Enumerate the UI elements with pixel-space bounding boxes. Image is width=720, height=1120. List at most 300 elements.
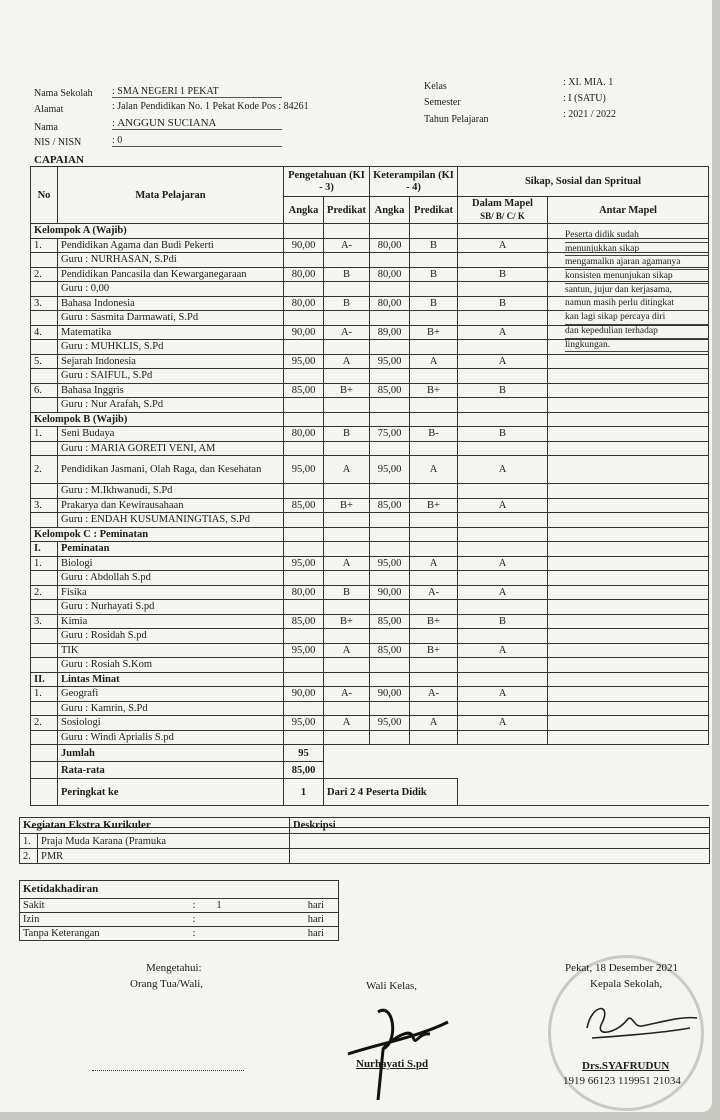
row-skill-pred [410,542,458,557]
row-attitude-outer [548,456,709,484]
row-subject: Fisika [58,585,284,600]
row-know-score [284,672,324,687]
row-attitude-outer [548,571,709,586]
empty-cell [324,412,370,427]
empty-cell [410,224,458,239]
row-attitude-inner [458,340,548,355]
col-attitude-header: Sikap, Sosial dan Spritual [458,167,709,197]
row-subject: Pendidikan Jasmani, Olah Raga, dan Kesehatan [58,456,284,484]
col-subject-header: Mata Pelajaran [58,167,284,224]
row-skill-pred [410,340,458,355]
student-name-value: : ANGGUN SUCIANA [112,117,282,130]
group-row [31,412,709,427]
row-subject: Prakarya dan Kewirausahaan [58,498,284,513]
row-subject: Seni Budaya [58,427,284,442]
empty-cell [284,224,324,239]
absence-table [19,880,339,941]
row-subject: Pendidikan Pancasila dan Kewarganegaraan [58,267,284,282]
row-know-pred [324,441,370,456]
table-row [31,441,709,456]
absence-unit: hari [270,913,339,927]
row-subject: Pendidikan Agama dan Budi Pekerti [58,238,284,253]
homeroom-name: Nurhayati S.pd [356,1058,429,1070]
rank-of: Dari 2 4 Peserta Didik [324,779,458,806]
extracurricular-table [19,817,710,864]
row-attitude-outer [548,412,709,427]
row-skill-pred [410,600,458,615]
row-skill-score: 95,00 [370,716,410,731]
row-subject: Guru : Rosidah S.pd [58,629,284,644]
row-attitude-inner: A [458,556,548,571]
empty-cell [410,412,458,427]
row-skill-pred: B- [410,427,458,442]
absence-sick-count: 1 [216,900,222,911]
row-no [31,730,58,745]
row-attitude-inner [458,398,548,413]
row-subject: Guru : Windi Aprialis S.pd [58,730,284,745]
row-know-score [284,398,324,413]
row-no [31,600,58,615]
row-know-pred: B [324,585,370,600]
row-attitude-outer [548,498,709,513]
table-row [31,658,709,673]
col-inner-label: Dalam Mapel [472,198,533,209]
row-no: 1. [31,556,58,571]
row-skill-pred [410,571,458,586]
attitude-desc-line: kan lagi sikap percaya diri [565,311,709,325]
row-know-pred: A- [324,325,370,340]
row-subject: Guru : M.Ikhwanudi, S.Pd [58,484,284,499]
row-know-score [284,253,324,268]
empty-cell [284,412,324,427]
row-skill-score [370,730,410,745]
row-attitude-inner [458,730,548,745]
capaian-title: CAPAIAN [34,154,84,166]
row-attitude-inner: A [458,354,548,369]
row-skill-score: 85,00 [370,643,410,658]
row-attitude-inner [458,369,548,384]
extra-name: Praja Muda Karana (Pramuka [38,834,290,849]
row-attitude-inner: B [458,614,548,629]
row-skill-pred: B+ [410,614,458,629]
row-skill-score: 80,00 [370,267,410,282]
extra-desc [290,834,710,849]
empty-cell [370,224,410,239]
row-attitude-outer [548,600,709,615]
row-no [31,340,58,355]
row-attitude-inner: A [458,687,548,702]
row-no [31,253,58,268]
row-attitude-inner [458,253,548,268]
row-know-pred [324,398,370,413]
attitude-desc-line: namun masih perlu ditingkat [565,297,709,311]
row-skill-pred: A- [410,687,458,702]
row-skill-score: 75,00 [370,427,410,442]
row-know-pred [324,672,370,687]
row-subject: Peminatan [58,542,284,557]
absence-unit: hari [270,927,339,941]
absence-permit-label: Izin [20,913,190,927]
row-subject: Guru : Rosiah S.Kom [58,658,284,673]
row-skill-pred: B+ [410,383,458,398]
row-know-score [284,441,324,456]
row-attitude-inner [458,513,548,528]
row-attitude-inner: B [458,267,548,282]
row-know-pred [324,730,370,745]
row-know-pred [324,629,370,644]
row-attitude-outer [548,556,709,571]
row-attitude-outer [548,513,709,528]
table-row [31,484,709,499]
row-no [31,484,58,499]
table-row [31,629,709,644]
attitude-desc-line: konsisten menunjukan sikap [565,270,709,284]
row-no [31,629,58,644]
row-know-score: 80,00 [284,427,324,442]
row-know-pred [324,542,370,557]
class-value: : XI. MIA. 1 [563,77,614,88]
row-know-pred [324,369,370,384]
row-attitude-inner [458,282,548,297]
row-attitude-inner: A [458,716,548,731]
year-label: Tahun Pelajaran [424,114,489,125]
row-skill-score [370,484,410,499]
row-subject: Guru : Nurhayati S.pd [58,600,284,615]
group-title: Kelompok B (Wajib) [31,412,284,427]
row-skill-pred [410,629,458,644]
parent-title: Orang Tua/Wali, [130,978,204,990]
row-know-pred [324,253,370,268]
empty-cell [458,224,548,239]
row-no: II. [31,672,58,687]
row-no: 1. [31,427,58,442]
table-row [31,687,709,702]
row-know-score [284,340,324,355]
row-no: 1. [31,238,58,253]
row-know-pred: B+ [324,498,370,513]
row-skill-pred: B [410,238,458,253]
row-attitude-outer [548,687,709,702]
nis-label: NIS / NISN [34,137,82,148]
row-skill-pred [410,369,458,384]
row-subject: Guru : MUHKLIS, S.Pd [58,340,284,355]
row-know-pred: A [324,354,370,369]
row-attitude-outer [548,643,709,658]
row-no: 1. [31,687,58,702]
col-knowledge-header: Pengetahuan (KI - 3) [284,167,370,197]
row-subject: Matematika [58,325,284,340]
empty-cell [324,527,370,542]
group-title: Kelompok C : Peminatan [31,527,284,542]
row-know-pred [324,658,370,673]
row-know-pred [324,600,370,615]
row-attitude-inner [458,701,548,716]
row-skill-pred [410,672,458,687]
row-know-pred [324,701,370,716]
extra-title: Kegiatan Ekstra Kurikuler [20,818,290,834]
row-skill-pred: A [410,354,458,369]
row-know-pred: A [324,456,370,484]
table-row [31,542,709,557]
table-row [31,427,709,442]
extra-no: 1. [20,834,38,849]
row-attitude-inner [458,672,548,687]
row-attitude-inner [458,571,548,586]
semester-value: : I (SATU) [563,93,606,104]
row-attitude-outer [548,629,709,644]
row-know-score [284,571,324,586]
row-know-score [284,600,324,615]
row-no: 5. [31,354,58,369]
attitude-desc-line: santun, jujur dan kerjasama, [565,284,709,298]
empty-cell [324,224,370,239]
row-skill-pred [410,730,458,745]
row-know-pred: B [324,296,370,311]
row-skill-score [370,629,410,644]
row-skill-score [370,658,410,673]
row-skill-score [370,340,410,355]
year-value: : 2021 / 2022 [563,109,617,120]
row-no: 2. [31,456,58,484]
row-know-score: 95,00 [284,716,324,731]
table-row [31,513,709,528]
row-no: 2. [31,585,58,600]
row-skill-pred: A [410,556,458,571]
extra-name: PMR [38,849,290,864]
row-skill-score: 89,00 [370,325,410,340]
row-attitude-outer [548,527,709,542]
row-attitude-outer [548,730,709,745]
empty-cell [284,527,324,542]
row-subject: Bahasa Indonesia [58,296,284,311]
row-know-score: 80,00 [284,296,324,311]
table-row [31,701,709,716]
row-know-pred: A [324,716,370,731]
table-row [31,498,709,513]
row-know-pred [324,340,370,355]
table-row [31,585,709,600]
row-skill-pred [410,484,458,499]
row-skill-score [370,369,410,384]
row-subject: Guru : SAIFUL, S.Pd [58,369,284,384]
row-attitude-outer [548,369,709,384]
row-know-pred: B+ [324,383,370,398]
attitude-desc-line: dan kepedulian terhadap [565,325,709,339]
row-know-score: 90,00 [284,238,324,253]
row-attitude-outer [548,542,709,557]
row-no [31,282,58,297]
row-know-pred: B+ [324,614,370,629]
row-know-pred [324,282,370,297]
row-skill-pred [410,282,458,297]
table-row [31,643,709,658]
row-no: 3. [31,296,58,311]
row-attitude-outer [548,716,709,731]
row-skill-score [370,672,410,687]
absence-sick-value [190,899,270,913]
row-skill-pred: A [410,456,458,484]
row-no [31,643,58,658]
row-skill-pred [410,513,458,528]
row-skill-pred [410,311,458,326]
row-attitude-inner [458,311,548,326]
table-row [31,456,709,484]
row-know-pred: A- [324,687,370,702]
row-subject: Kimia [58,614,284,629]
attitude-desc-line: mengamalkn ajaran agamanya [565,256,709,270]
row-skill-score [370,701,410,716]
table-row [31,354,709,369]
row-skill-pred: B [410,267,458,282]
extra-desc-title: Deskripsi [290,818,710,834]
row-know-pred [324,484,370,499]
table-row [31,571,709,586]
row-no: 3. [31,498,58,513]
empty-cell [370,412,410,427]
col-outer-header: Antar Mapel [548,197,709,224]
nis-value: : 0 [112,135,282,147]
school-value: : SMA NEGERI 1 PEKAT [112,86,282,98]
row-no [31,441,58,456]
row-skill-pred [410,701,458,716]
row-attitude-inner [458,658,548,673]
row-skill-pred: B [410,296,458,311]
head-nip: 1919 66123 119951 21034 [563,1075,681,1087]
rank-value: 1 [284,779,324,806]
homeroom-title: Wali Kelas, [366,980,418,992]
row-know-score: 85,00 [284,614,324,629]
table-row [31,614,709,629]
address-value: : Jalan Pendidikan No. 1 Pekat Kode Pos : 84261 [112,101,309,112]
place-date: Pekat, 18 Desember 2021 [565,962,679,974]
row-attitude-outer [548,484,709,499]
row-skill-score: 95,00 [370,556,410,571]
row-skill-score [370,398,410,413]
row-attitude-inner: A [458,325,548,340]
row-skill-score [370,600,410,615]
row-know-pred [324,513,370,528]
row-skill-pred [410,658,458,673]
row-skill-score: 90,00 [370,687,410,702]
col-no-header: No [31,167,58,224]
absence-colon: : [192,900,196,911]
row-skill-score: 80,00 [370,238,410,253]
row-skill-pred [410,398,458,413]
row-subject: Sejarah Indonesia [58,354,284,369]
absence-title: Ketidakhadiran [20,881,339,899]
jumlah-value: 95 [284,745,324,762]
row-skill-score [370,542,410,557]
attitude-desc-line: lingkungan. [565,339,709,353]
row-know-score: 95,00 [284,643,324,658]
row-know-score: 80,00 [284,267,324,282]
attitude-description [565,229,709,352]
row-skill-score [370,513,410,528]
row-no: 6. [31,383,58,398]
row-no [31,311,58,326]
row-know-score: 95,00 [284,556,324,571]
col-inner-sub: SB/ B/ C/ K [480,211,525,221]
row-know-score: 90,00 [284,325,324,340]
table-row [31,716,709,731]
row-attitude-inner: A [458,498,548,513]
row-attitude-inner: B [458,383,548,398]
rata-label: Rata-rata [58,762,284,779]
row-know-score [284,369,324,384]
row-attitude-inner: A [458,585,548,600]
absence-unexcused-value [190,927,270,941]
row-know-pred: B [324,427,370,442]
row-skill-pred [410,441,458,456]
table-row [31,398,709,413]
col-skill-predikat: Predikat [410,197,458,224]
row-skill-score: 90,00 [370,585,410,600]
absence-sick-label: Sakit [20,899,190,913]
row-no [31,571,58,586]
rank-label: Peringkat ke [58,779,284,806]
row-subject: Geografi [58,687,284,702]
absence-colon: : [192,928,196,939]
row-attitude-outer [548,398,709,413]
row-no [31,398,58,413]
table-row [31,672,709,687]
row-attitude-outer [548,427,709,442]
row-no [31,369,58,384]
table-row [31,600,709,615]
row-no: 3. [31,614,58,629]
empty-cell [370,527,410,542]
group-row [31,527,709,542]
row-subject: Guru : MARIA GORETI VENI, AM [58,441,284,456]
row-subject: TIK [58,643,284,658]
row-skill-score [370,571,410,586]
row-subject: Sosiologi [58,716,284,731]
row-subject: Guru : Nur Arafah, S.Pd [58,398,284,413]
row-subject: Guru : NURHASAN, S.Pdi [58,253,284,268]
row-know-score: 95,00 [284,354,324,369]
row-skill-score: 95,00 [370,456,410,484]
row-skill-pred: B+ [410,643,458,658]
row-skill-score [370,253,410,268]
extra-no: 2. [20,849,38,864]
empty-cell [458,412,548,427]
summary-empty [31,779,58,806]
row-skill-score: 95,00 [370,354,410,369]
head-title: Kepala Sekolah, [590,978,663,990]
row-attitude-outer [548,441,709,456]
row-attitude-inner: A [458,456,548,484]
row-attitude-inner: A [458,238,548,253]
row-attitude-outer [548,701,709,716]
row-attitude-outer [548,585,709,600]
row-attitude-inner: B [458,427,548,442]
row-skill-pred: A- [410,585,458,600]
row-attitude-inner [458,629,548,644]
row-skill-score: 85,00 [370,614,410,629]
absence-unit: hari [270,899,339,913]
row-know-score [284,629,324,644]
summary-empty [31,745,58,762]
row-no: 2. [31,716,58,731]
row-skill-score: 85,00 [370,383,410,398]
row-know-pred [324,311,370,326]
semester-label: Semester [424,97,461,108]
class-label: Kelas [424,81,447,92]
row-attitude-outer [548,672,709,687]
empty-cell [458,527,548,542]
summary-filler [324,762,709,779]
summary-empty [31,762,58,779]
